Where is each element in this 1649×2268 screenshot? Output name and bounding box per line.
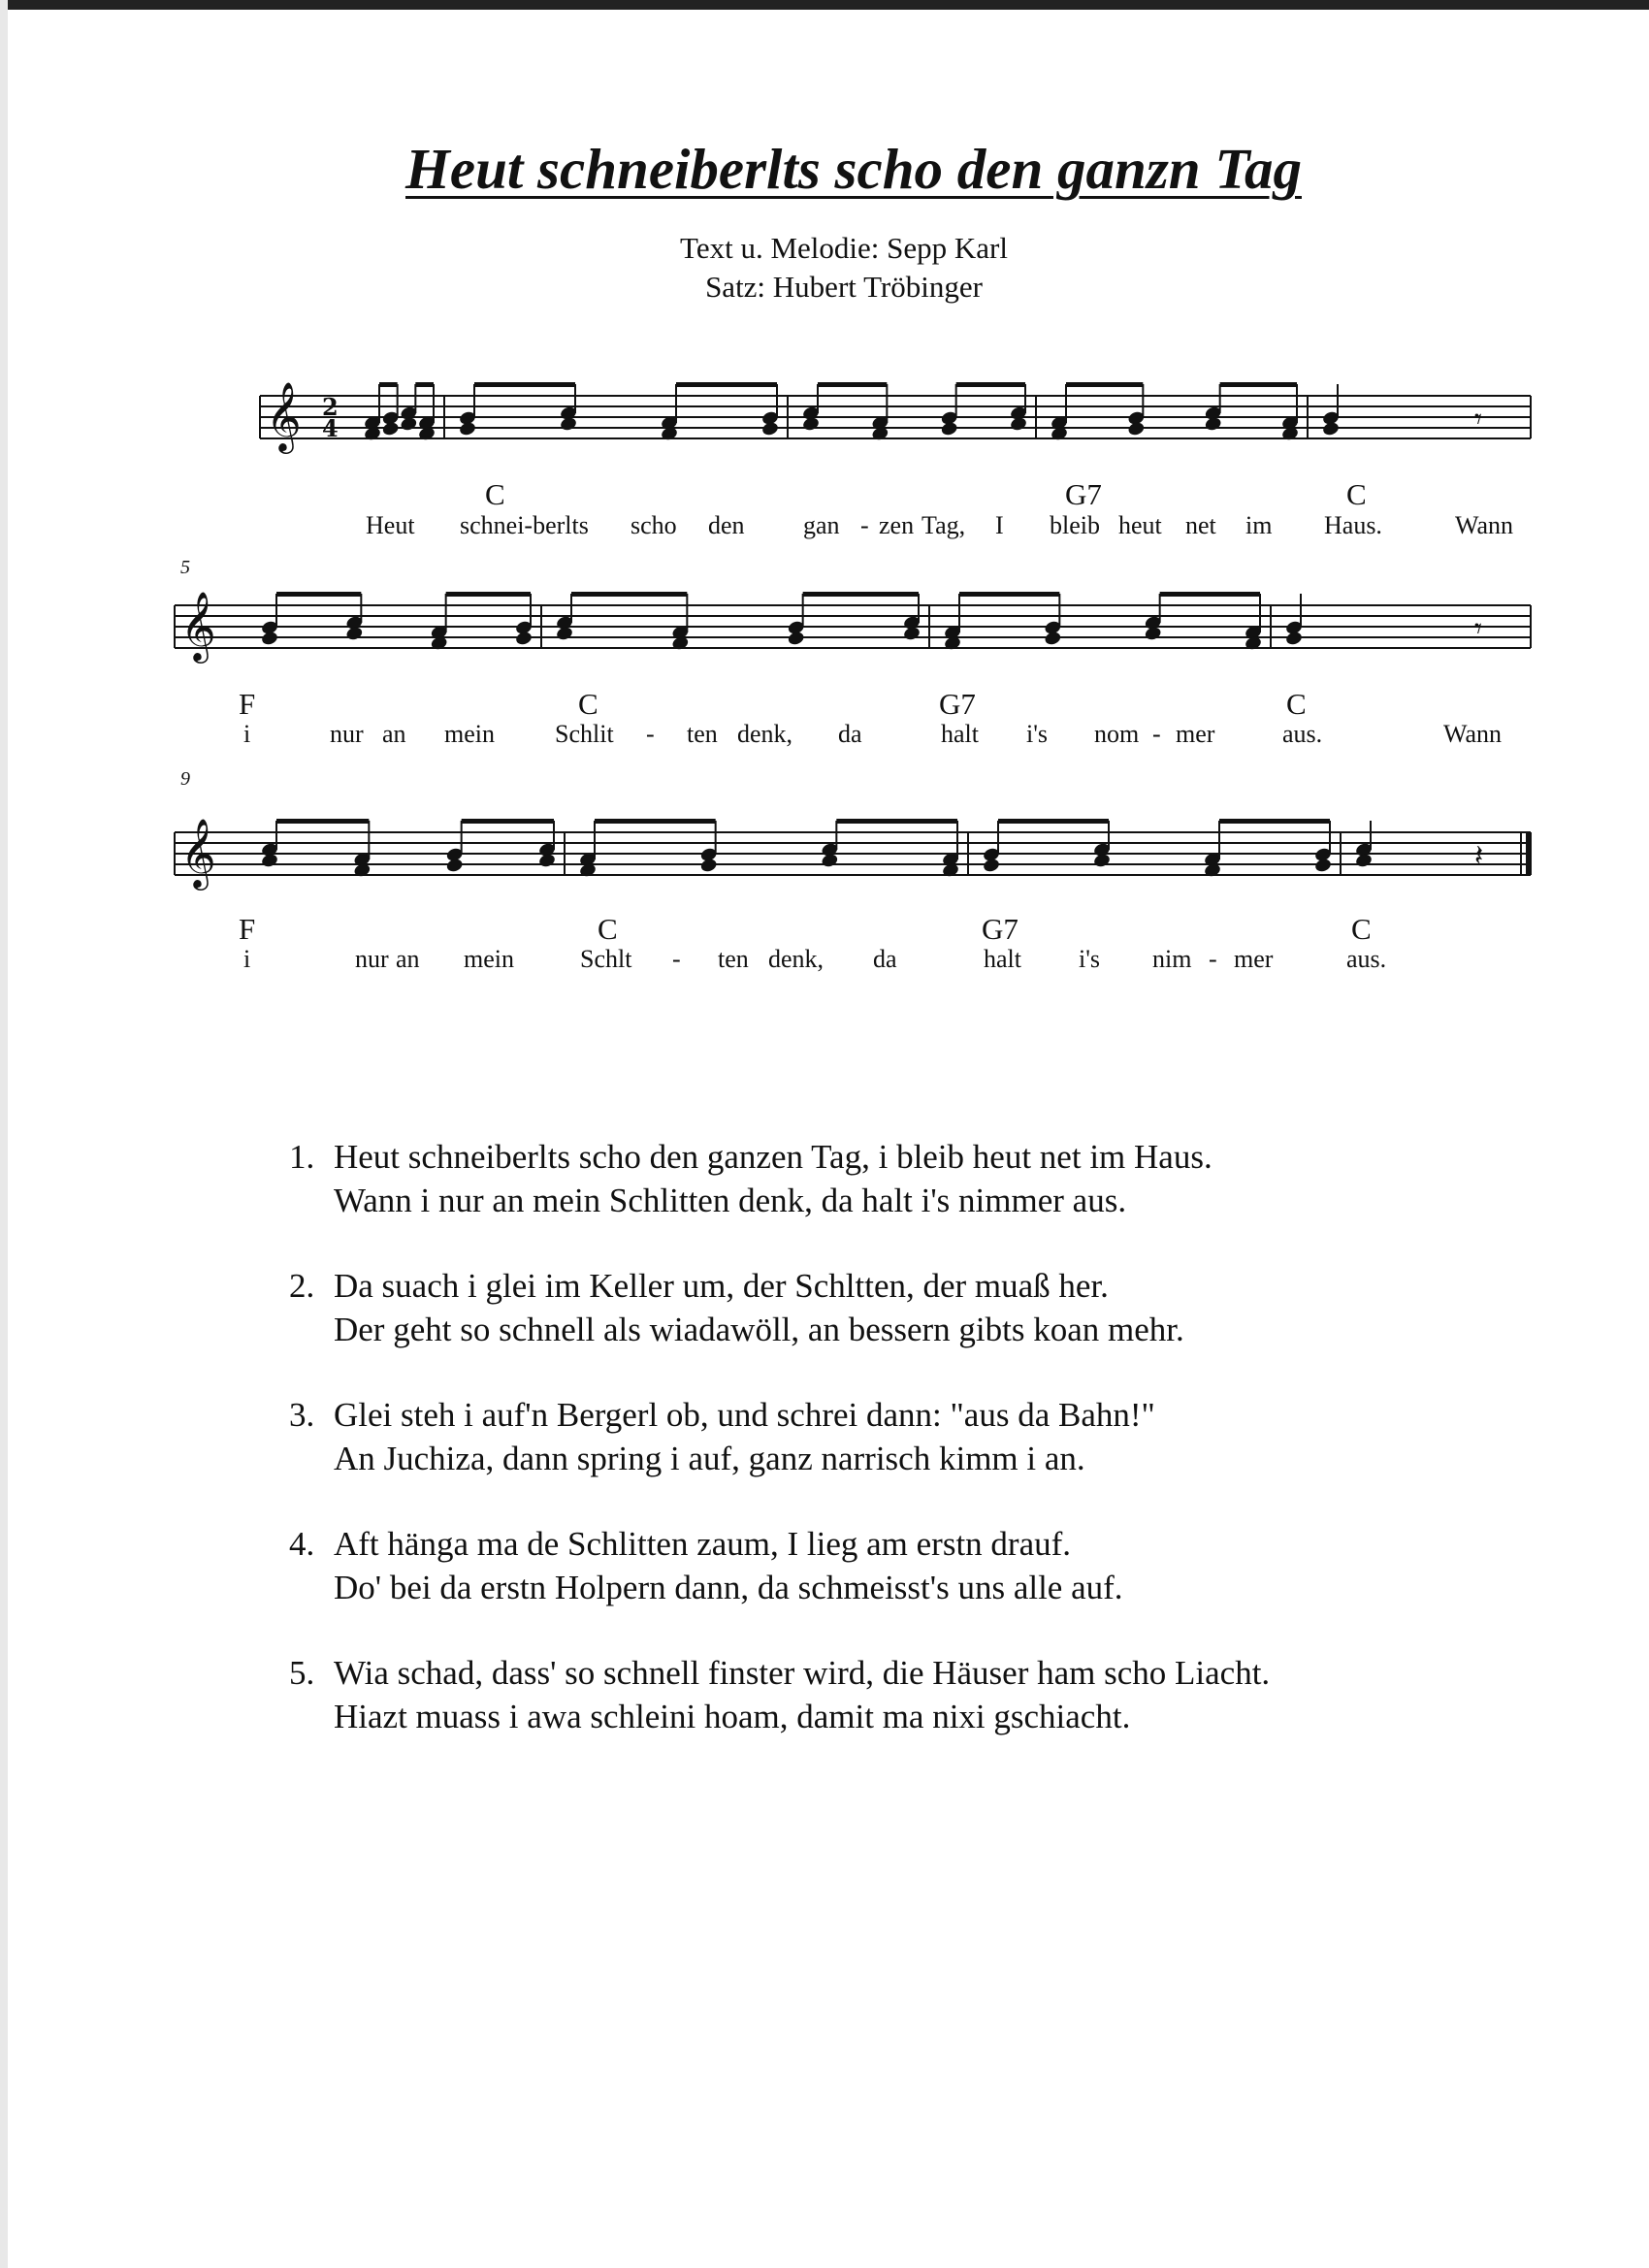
note-beam: [415, 382, 434, 387]
notehead: [559, 416, 577, 433]
lyric-syllable: nim: [1152, 945, 1192, 973]
note-beam: [998, 819, 1109, 824]
notehead: [1354, 853, 1373, 869]
notehead: [1127, 421, 1146, 437]
verse-line: Heut schneiberlts scho den ganzen Tag, i bleib heut net im Haus.: [334, 1138, 1212, 1176]
lyric-hyphen: -: [646, 720, 655, 748]
lyric-syllable: ten: [687, 720, 718, 748]
notehead: [260, 631, 278, 647]
lyric-syllable: schnei-berlts: [460, 511, 589, 539]
verse-number: 2.: [289, 1267, 315, 1305]
lyric-syllable: an: [396, 945, 420, 973]
treble-clef: 𝄞: [180, 590, 216, 661]
lyric-syllable: ten: [718, 945, 749, 973]
lyric-syllable: aus.: [1282, 720, 1323, 748]
lyric-hyphen: -: [672, 945, 681, 973]
chord-symbol: C: [485, 477, 505, 511]
notehead: [801, 416, 820, 433]
lyric-syllable: i: [243, 720, 251, 748]
lyric-syllable: halt: [941, 720, 979, 748]
lyric-syllable: Wann: [1455, 511, 1513, 539]
final-barline-thick: [1526, 832, 1532, 875]
rest: 𝄾: [1474, 403, 1482, 437]
lyric-syllable: gan: [803, 511, 840, 539]
notehead: [260, 853, 278, 869]
lyric-syllable: mer: [1176, 720, 1215, 748]
verse-number: 3.: [289, 1396, 315, 1434]
notehead: [555, 626, 573, 642]
verse-line: Da suach i glei im Keller um, der Schltten, der muaß her.: [334, 1267, 1109, 1305]
bar-number-system-2: 5: [180, 557, 190, 578]
chord-symbol: G7: [939, 687, 976, 721]
lyric-syllable: Haus.: [1324, 511, 1382, 539]
lyric-hyphen: -: [1209, 945, 1217, 973]
lyric-syllable: nur: [330, 720, 364, 748]
lyric-syllable: da: [873, 945, 897, 973]
lyric-hyphen: -: [1152, 720, 1161, 748]
lyric-syllable: Schlit: [555, 720, 614, 748]
chord-symbol: C: [1351, 912, 1372, 946]
note-beam: [959, 592, 1059, 597]
note-beam: [276, 819, 369, 824]
notehead: [458, 421, 476, 437]
lyric-syllable: denk,: [768, 945, 824, 973]
lyric-syllable: an: [382, 720, 406, 748]
verse: [289, 1651, 1550, 1738]
chord-symbol: F: [239, 687, 256, 721]
notehead: [1009, 416, 1027, 433]
lyric-syllable: Tag,: [922, 511, 966, 539]
notehead: [1321, 421, 1340, 437]
verse: [289, 1522, 1550, 1609]
chord-symbol: G7: [982, 912, 1018, 946]
note-beam: [379, 382, 398, 387]
credit-text-melody: Text u. Melodie: Sepp Karl: [680, 231, 1008, 265]
lyric-syllable: i: [243, 945, 251, 973]
notehead: [345, 626, 364, 642]
notehead: [537, 853, 556, 869]
verse-line: Wann i nur an mein Schlitten denk, da halt i's nimmer aus.: [334, 1182, 1127, 1219]
verse: [289, 1393, 1550, 1480]
note-beam: [956, 382, 1025, 387]
note-beam: [1160, 592, 1260, 597]
notehead: [1284, 631, 1303, 647]
notehead: [400, 416, 418, 433]
verse-line: An Juchiza, dann spring i auf, ganz narrisch kimm i an.: [334, 1440, 1085, 1477]
credit-arrangement: Satz: Hubert Tröbinger: [705, 270, 983, 304]
lyric-syllable: heut: [1118, 511, 1162, 539]
notehead: [760, 421, 779, 437]
note-beam: [1219, 819, 1330, 824]
chord-symbol: G7: [1065, 477, 1102, 511]
verse-number: 1.: [289, 1138, 315, 1176]
note-beam: [1220, 382, 1297, 387]
notehead: [699, 858, 718, 874]
verse-number: 4.: [289, 1525, 315, 1563]
note-beam: [818, 382, 887, 387]
lyric-syllable: Heut: [366, 511, 415, 539]
music-score: [0, 0, 1649, 1019]
treble-clef: 𝄞: [180, 817, 216, 888]
notehead: [381, 421, 400, 437]
verse-number: 5.: [289, 1654, 315, 1692]
lyric-syllable: im: [1245, 511, 1273, 539]
notehead: [1092, 853, 1111, 869]
lyric-syllable: net: [1185, 511, 1216, 539]
verse: [289, 1264, 1550, 1351]
notehead: [514, 631, 533, 647]
notehead: [821, 853, 839, 869]
note-beam: [836, 819, 957, 824]
note-beam: [462, 819, 554, 824]
song-title: Heut schneiberlts scho den ganzn Tag: [405, 137, 1302, 201]
lyric-syllable: nur: [355, 945, 389, 973]
note-beam: [474, 382, 575, 387]
note-beam: [595, 819, 716, 824]
chord-symbol: C: [598, 912, 618, 946]
lyric-hyphen: -: [860, 511, 869, 539]
lyric-syllable: den: [708, 511, 745, 539]
notehead: [982, 858, 1000, 874]
lyric-syllable: nom: [1094, 720, 1140, 748]
notehead: [1044, 631, 1062, 647]
verse-line: Der geht so schnell als wiadawöll, an bessern gibts koan mehr.: [334, 1311, 1184, 1348]
rest: 𝄾: [1474, 612, 1482, 646]
verse-line: Glei steh i auf'n Bergerl ob, und schrei dann: "aus da Bahn!": [334, 1396, 1155, 1434]
lyric-syllable: i's: [1079, 945, 1101, 973]
lyric-syllable: zen: [879, 511, 915, 539]
notehead: [1204, 416, 1222, 433]
lyric-syllable: mein: [464, 945, 514, 973]
score-notation: [175, 380, 1532, 891]
chord-symbol: F: [239, 912, 256, 946]
lyric-syllable: Schlt: [580, 945, 632, 973]
bar-number-system-3: 9: [180, 768, 190, 790]
lyric-syllable: Wann: [1443, 720, 1502, 748]
lyric-syllable: denk,: [737, 720, 793, 748]
notehead: [940, 421, 958, 437]
rest: 𝄽: [1474, 839, 1484, 873]
verse: [289, 1135, 1550, 1222]
verse-list: [289, 1135, 1550, 1780]
chord-symbol: C: [1286, 687, 1307, 721]
note-beam: [571, 592, 687, 597]
verse-line: Do' bei da erstn Holpern dann, da schmeisst's uns alle auf.: [334, 1569, 1123, 1606]
verse-line: Wia schad, dass' so schnell finster wird, die Häuser ham scho Liacht.: [334, 1654, 1271, 1692]
time-signature-bottom: 4: [322, 414, 339, 442]
lyric-syllable: bleib: [1050, 511, 1100, 539]
chord-symbol: C: [578, 687, 598, 721]
time-signature-top: 2: [322, 393, 339, 421]
lyric-syllable: aus.: [1346, 945, 1387, 973]
lyric-syllable: halt: [984, 945, 1021, 973]
note-beam: [1066, 382, 1143, 387]
note-beam: [803, 592, 919, 597]
notehead: [787, 631, 805, 647]
lyric-syllable: da: [838, 720, 862, 748]
notehead: [1144, 626, 1162, 642]
note-beam: [676, 382, 777, 387]
lyric-syllable: scho: [630, 511, 677, 539]
notehead: [1313, 858, 1332, 874]
lyric-syllable: i's: [1026, 720, 1049, 748]
lyric-syllable: mein: [444, 720, 495, 748]
lyric-syllable: I: [995, 511, 1004, 539]
note-beam: [276, 592, 361, 597]
verse-line: Aft hänga ma de Schlitten zaum, I lieg am erstn drauf.: [334, 1525, 1072, 1563]
notehead: [902, 626, 921, 642]
verse-line: Hiazt muass i awa schleini hoam, damit ma nixi gschiacht.: [334, 1698, 1131, 1735]
note-beam: [446, 592, 531, 597]
lyric-syllable: mer: [1234, 945, 1274, 973]
chord-symbol: C: [1346, 477, 1367, 511]
notehead: [445, 858, 464, 874]
treble-clef: 𝄞: [266, 380, 302, 451]
